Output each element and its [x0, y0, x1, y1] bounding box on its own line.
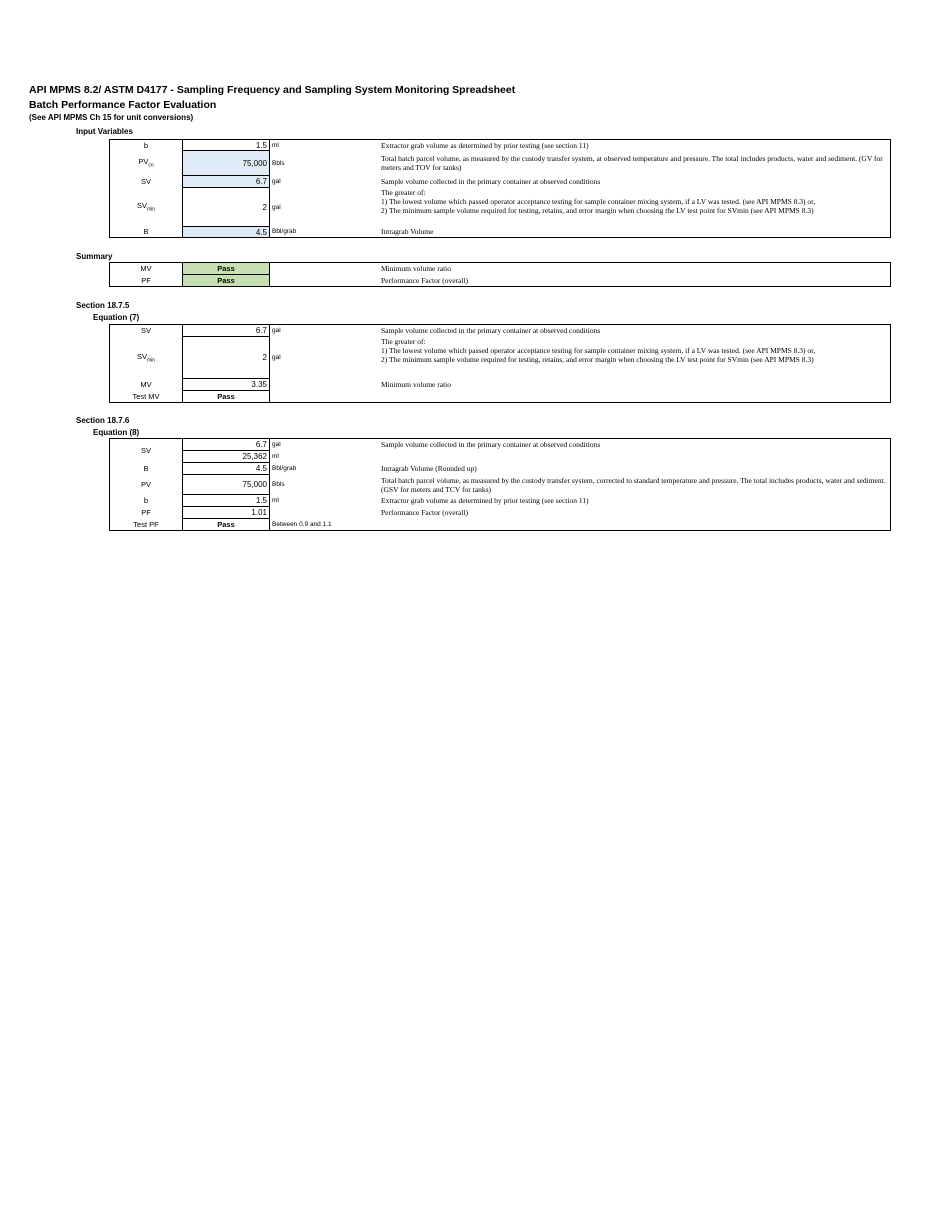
row-unit: gal: [272, 178, 281, 185]
table-row: [110, 151, 891, 176]
sv-input[interactable]: 6.7: [183, 176, 270, 188]
row-description: [379, 337, 891, 379]
page-subtitle: Batch Performance Factor Evaluation: [29, 99, 217, 111]
row-unit: [270, 263, 380, 275]
table-row: [110, 379, 891, 391]
equation-7-heading: Equation (7): [93, 313, 140, 322]
row-unit: ml: [272, 497, 279, 504]
section-1875-table: [109, 324, 891, 403]
row-value: 6.7: [183, 325, 270, 337]
row-description: Intragrab Volume (Rounded up): [381, 464, 477, 473]
row-label: SV: [140, 177, 151, 186]
row-description: [379, 451, 891, 463]
row-unit: [270, 275, 380, 287]
table-row: [110, 475, 891, 495]
table-row: [110, 227, 891, 238]
row-label: SV: [140, 446, 151, 456]
row-label: Test MV: [132, 391, 160, 401]
row-label: SV: [140, 326, 151, 336]
row-description: Sample volume collected in the primary container at observed conditions: [381, 326, 601, 336]
label-sub: co: [148, 162, 154, 169]
row-description: Extractor grab volume as determined by prior testing (see section 11): [381, 496, 589, 505]
row-unit: ml: [272, 453, 279, 460]
row-label: B: [143, 464, 149, 473]
row-label: MV: [140, 264, 152, 274]
row-label: MV: [140, 380, 152, 389]
row-unit: Bbl/grab: [272, 228, 297, 236]
label-sub: min: [146, 206, 156, 213]
row-value: 3.35: [183, 379, 270, 391]
row-description: Performance Factor (overall): [381, 508, 469, 517]
description-line: 2) The minimum sample volume required for testing, retains, and error margin when choosing the LV test point for SVmin (see API MPMS 8.3): [381, 354, 814, 364]
row-description: [379, 391, 891, 403]
table-row: [110, 176, 891, 188]
row-value: 4.5: [183, 463, 270, 475]
row-unit: [270, 379, 380, 391]
section-1876-heading: Section 18.7.6: [76, 416, 130, 425]
label-main: PV: [138, 157, 149, 167]
row-value: 6.7: [183, 439, 270, 451]
table-row: [110, 337, 891, 379]
input-variables-heading: Input Variables: [76, 127, 133, 136]
table-row: [110, 451, 891, 463]
intragrab-input[interactable]: 4.5: [183, 227, 270, 238]
row-unit: Bbls: [272, 481, 285, 488]
description-line: The greater of:: [381, 336, 426, 346]
table-row: [110, 391, 891, 403]
row-value: 2: [183, 337, 270, 379]
b-input[interactable]: 1.5: [183, 140, 270, 151]
row-description: Intragrab Volume: [381, 227, 434, 237]
row-label: PV: [140, 480, 151, 489]
row-value: 25,362: [183, 451, 270, 463]
page-title: API MPMS 8.2/ ASTM D4177 - Sampling Frequency and Sampling System Monitoring Spreadsheet: [29, 84, 516, 96]
table-row: [110, 263, 891, 275]
row-label: B: [143, 227, 149, 237]
row-label: [110, 151, 183, 176]
status-badge: Pass: [183, 263, 270, 275]
unit-note: (See API MPMS Ch 15 for unit conversions): [29, 113, 194, 122]
row-description: Minimum volume ratio: [381, 380, 451, 389]
row-description: Minimum volume ratio: [381, 264, 451, 274]
table-row: [110, 275, 891, 287]
row-description: Total batch parcel volume, as measured by the custody transfer system, corrected to standard temperature and pressure. The total includes products, water and sediment. (GSV for meters and TCV for tanks): [381, 475, 886, 494]
row-label: [110, 188, 183, 227]
row-description: Total batch parcel volume, as measured by the custody transfer system, at observed temperature and pressure. The total includes products, water and sediment. (GV for meters and TOV for tanks): [381, 154, 883, 172]
table-row: [110, 140, 891, 151]
row-label: b: [143, 140, 149, 150]
row-description: Extractor grab volume as determined by prior testing (see section 11): [381, 140, 589, 150]
row-unit: Bbls: [272, 159, 285, 167]
label-main: SV: [136, 351, 147, 361]
equation-8-heading: Equation (8): [93, 428, 140, 437]
status-badge: Pass: [183, 519, 270, 531]
row-description: Sample volume collected in the primary container at observed conditions: [381, 440, 601, 450]
row-label: PF: [141, 275, 151, 285]
table-row: [110, 188, 891, 227]
row-value: 1.5: [183, 495, 270, 507]
summary-heading: Summary: [76, 252, 113, 261]
svmin-input[interactable]: 2: [183, 188, 270, 227]
row-unit: ml: [272, 141, 279, 149]
row-unit: gal: [272, 354, 281, 361]
table-row: [110, 439, 891, 451]
label-sub: min: [146, 357, 156, 364]
summary-table: [109, 262, 891, 287]
table-row: [110, 463, 891, 475]
row-label: b: [143, 496, 149, 505]
row-unit: Bbl/grab: [272, 465, 297, 472]
row-unit: gal: [272, 203, 281, 211]
row-label: PF: [141, 508, 151, 517]
description-line: 1) The lowest volume which passed operator acceptance testing for sample container mixing system, if a LV was tested. (see API MPMS 8.3) or,: [381, 345, 816, 355]
row-value: 1.01: [183, 507, 270, 519]
table-row: [110, 495, 891, 507]
row-label: Test PF: [133, 519, 159, 529]
section-1876-table: [109, 438, 891, 531]
row-unit: [270, 507, 380, 519]
section-1875-heading: Section 18.7.5: [76, 301, 130, 310]
table-row: [110, 507, 891, 519]
description-line: 1) The lowest volume which passed operator acceptance testing for sample container mixing system, if a LV was tested. (see API MPMS 8.3) or,: [381, 196, 816, 206]
row-value: 75,000: [183, 475, 270, 495]
row-description: Sample volume collected in the primary container at observed conditions: [381, 177, 601, 186]
row-unit: Between 0.9 and 1.1: [272, 520, 332, 528]
label-main: SV: [136, 201, 147, 211]
row-label: [110, 337, 183, 379]
row-unit: gal: [272, 441, 281, 449]
row-description: [379, 519, 891, 531]
row-description: Performance Factor (overall): [381, 275, 469, 285]
table-row: [110, 325, 891, 337]
pvco-input[interactable]: 75,000: [183, 151, 270, 176]
status-badge: Pass: [183, 391, 270, 403]
description-line: The greater of:: [381, 187, 426, 197]
row-description: [379, 188, 891, 227]
row-unit: [270, 391, 380, 403]
description-line: 2) The minimum sample volume required for testing, retains, and error margin when choosing the LV test point for SVmin (see API MPMS 8.3): [381, 205, 814, 215]
table-row: [110, 519, 891, 531]
input-variables-table: [109, 139, 891, 238]
status-badge: Pass: [183, 275, 270, 287]
row-unit: gal: [272, 327, 281, 335]
